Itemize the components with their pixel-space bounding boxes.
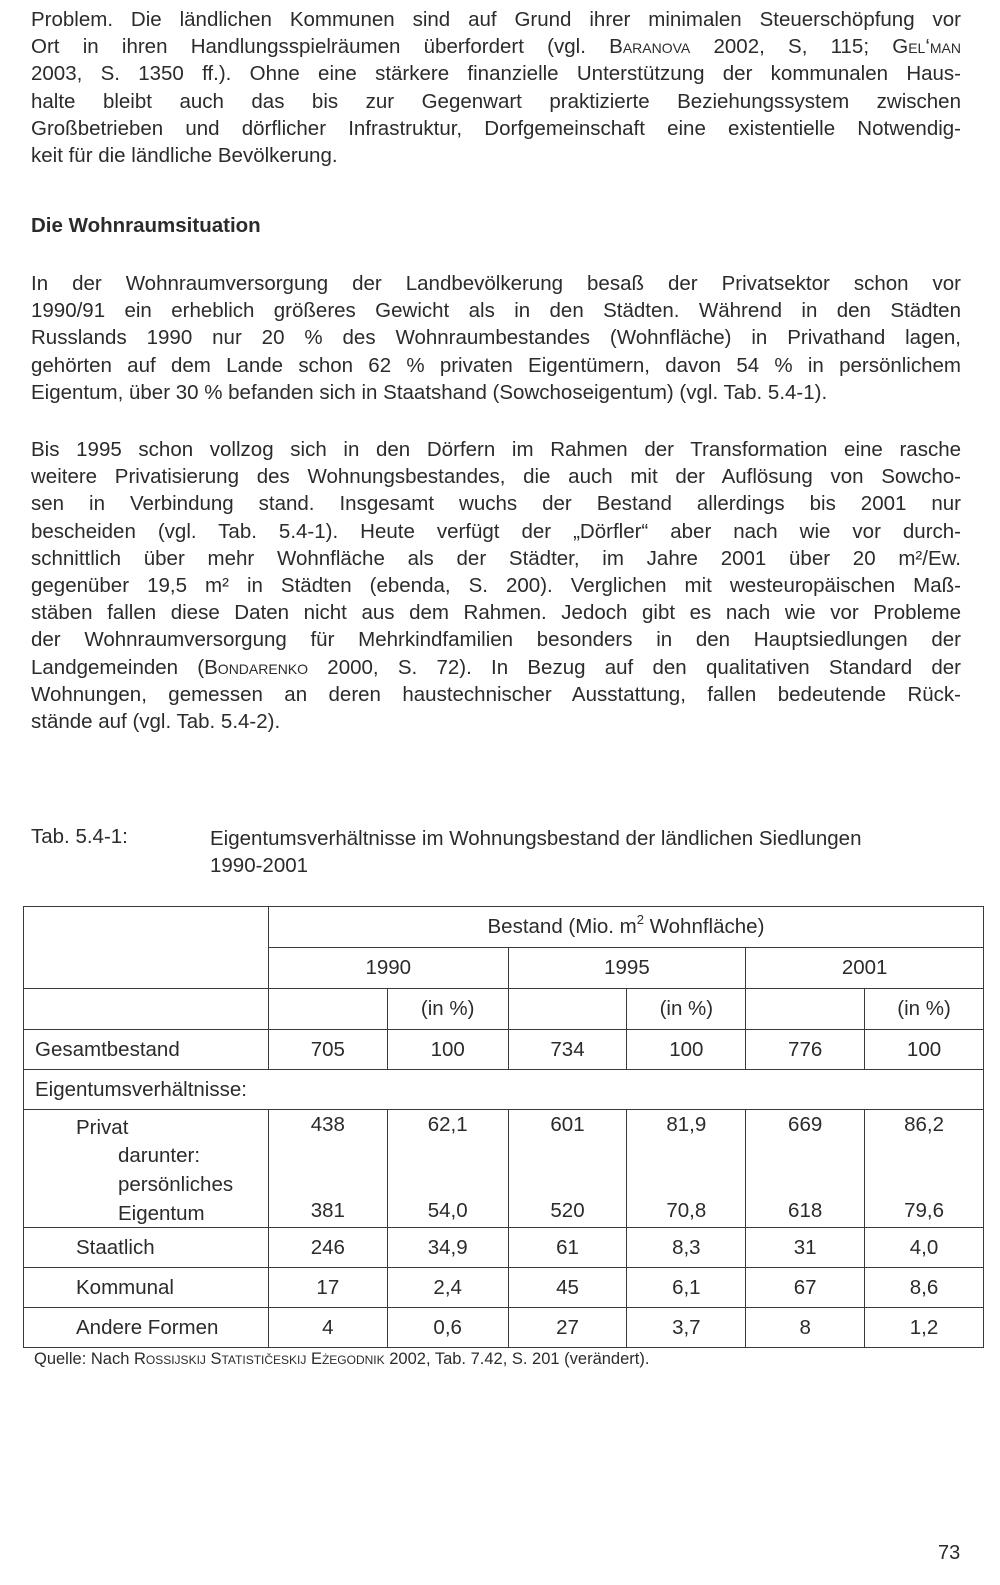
header-pct: (in %) [865, 989, 984, 1030]
cell: 438 381 [268, 1110, 387, 1228]
table-caption-label: Tab. 5.4-1: [31, 825, 128, 848]
table-caption-title [210, 825, 970, 879]
ownership-table [23, 906, 984, 1348]
text-line: Bis 1995 schon vollzog sich in den Dörfern im Rahmen der Transformation eine rasche [31, 438, 961, 461]
cell: 62,1 54,0 [387, 1110, 508, 1228]
table-row [24, 1308, 984, 1348]
section-heading: Die Wohnraumsituation [31, 214, 261, 237]
intro-paragraph [31, 6, 961, 169]
text-line: Wohnungen, gemessen an deren haustechnischer Ausstattung, fallen bedeutende Rück- [31, 682, 961, 706]
row-label: Kommunal [24, 1268, 269, 1308]
cell: 8,6 [865, 1268, 984, 1308]
empty-cell [746, 989, 865, 1030]
table-group-row [24, 1070, 984, 1110]
cell: 67 [746, 1268, 865, 1308]
header-year: 1995 [508, 948, 746, 989]
cell: 61 [508, 1228, 627, 1268]
cell: 34,9 [387, 1228, 508, 1268]
text-line: 1990/91 ein erheblich größeres Gewicht als in den Städten. Während in den Städten [31, 299, 961, 323]
table-row [24, 1030, 984, 1070]
text-line: stände auf (vgl. Tab. 5.4-2). [31, 709, 281, 733]
paragraph-wohnraum-1 [31, 270, 961, 406]
cell: 601 520 [508, 1110, 627, 1228]
empty-cell [508, 989, 627, 1030]
cell: 8 [746, 1308, 865, 1348]
cell: 2,4 [387, 1268, 508, 1308]
text-line: bescheiden (vgl. Tab. 5.4-1). Heute verfügt der „Dörfler“ aber nach wie vor durch- [31, 519, 961, 543]
header-pct: (in %) [627, 989, 746, 1030]
header-year: 1990 [268, 948, 508, 989]
text-line: weitere Privatisierung des Wohnungsbestandes, die auch mit der Auflösung von Sowcho- [31, 465, 961, 489]
text-line: schnittlich über mehr Wohnfläche als der Städter, im Jahre 2001 über 20 m²/Ew. [31, 546, 961, 570]
cell: 3,7 [627, 1308, 746, 1348]
header-bestand: Bestand (Mio. $m^2$ Wohnfläche) [268, 907, 983, 948]
cell: 4 [268, 1308, 387, 1348]
table-row [24, 1268, 984, 1308]
text-line: der Wohnraumversorgung für Mehrkindfamilien besonders in den Hauptsiedlungen der [31, 628, 961, 652]
author-citation: Baranova [609, 35, 691, 59]
cell: 0,6 [387, 1308, 508, 1348]
cell: 6,1 [627, 1268, 746, 1308]
source-title: Rossijskij Statističeskij Eżegodnik [133, 1350, 385, 1368]
page-number: 73 [938, 1542, 961, 1564]
cell: 246 [268, 1228, 387, 1268]
cell: 86,2 79,6 [865, 1110, 984, 1228]
group-label: Eigentumsverhältnisse: [24, 1070, 984, 1110]
author-citation: Bondarenko [204, 655, 309, 679]
cell: 81,9 70,8 [627, 1110, 746, 1228]
text-line: Großbetrieben und dörflicher Infrastruktur, Dorfgemeinschaft eine existentielle Notwendig- [31, 116, 961, 140]
text-line: halte bleibt auch das bis zur Gegenwart praktizierte Beziehungssystem zwischen [31, 89, 961, 113]
cell: 100 [387, 1030, 508, 1070]
text-line: Ort in ihren Handlungsspielräumen überfordert (vgl. Baranova 2002, S, 115; Gel‘man [31, 35, 961, 59]
row-label: Andere Formen [24, 1308, 269, 1348]
row-label: Gesamtbestand [24, 1030, 269, 1070]
cell: 100 [865, 1030, 984, 1070]
cell: 669 618 [746, 1110, 865, 1228]
empty-header-cell [24, 907, 269, 989]
text-line: gehörten auf dem Lande schon 62 % privaten Eigentümern, davon 54 % in persönlichem [31, 353, 961, 377]
row-label: Privat darunter: persönliches Eigentum [24, 1110, 269, 1228]
header-year: 2001 [746, 948, 984, 989]
cell: 17 [268, 1268, 387, 1308]
cell: 27 [508, 1308, 627, 1348]
cell: 705 [268, 1030, 387, 1070]
cell: 31 [746, 1228, 865, 1268]
text-line: stäben fallen diese Daten nicht aus dem Rahmen. Jedoch gibt es nach wie vor Probleme [31, 601, 961, 625]
text-line: sen in Verbindung stand. Insgesamt wuchs der Bestand allerdings bis 2001 nur [31, 492, 961, 516]
table-row [24, 1228, 984, 1268]
text-line: Russlands 1990 nur 20 % des Wohnraumbestandes (Wohnfläche) in Privathand lagen, [31, 326, 961, 350]
cell: 776 [746, 1030, 865, 1070]
table-header-row-units [24, 989, 984, 1030]
cell: 4,0 [865, 1228, 984, 1268]
caption-line: 1990-2001 [210, 854, 309, 877]
cell: 45 [508, 1268, 627, 1308]
table-row-privat [24, 1110, 984, 1228]
paragraph-wohnraum-2 [31, 436, 961, 735]
table-source-note: Quelle: Nach Rossijskij Statističeskij Eżegodnik 2002, Tab. 7.42, S. 201 (verändert). [34, 1350, 650, 1368]
text-line: Landgemeinden (Bondarenko 2000, S. 72). In Bezug auf den qualitativen Standard der [31, 655, 961, 679]
empty-cell [268, 989, 387, 1030]
empty-cell [24, 989, 269, 1030]
row-label: Staatlich [24, 1228, 269, 1268]
text-line: In der Wohnraumversorgung der Landbevölkerung besaß der Privatsektor schon vor [31, 272, 961, 295]
cell: 100 [627, 1030, 746, 1070]
text-line: Eigentum, über 30 % befanden sich in Staatshand (Sowchoseigentum) (vgl. Tab. 5.4-1). [31, 380, 828, 404]
header-pct: (in %) [387, 989, 508, 1030]
text-line: 2003, S. 1350 ff.). Ohne eine stärkere finanzielle Unterstützung der kommunalen Haus- [31, 62, 961, 86]
text-line: gegenüber 19,5 m² in Städten (ebenda, S. 200). Verglichen mit westeuropäischen Maß- [31, 573, 961, 597]
table-header-row [24, 907, 984, 948]
text-line: Problem. Die ländlichen Kommunen sind auf Grund ihrer minimalen Steuerschöpfung vor [31, 8, 961, 31]
caption-line: Eigentumsverhältnisse im Wohnungsbestand der ländlichen Siedlungen [210, 827, 862, 850]
text-line: keit für die ländliche Bevölkerung. [31, 143, 338, 167]
cell: 8,3 [627, 1228, 746, 1268]
author-citation: Gel‘man [892, 35, 961, 59]
cell: 1,2 [865, 1308, 984, 1348]
cell: 734 [508, 1030, 627, 1070]
